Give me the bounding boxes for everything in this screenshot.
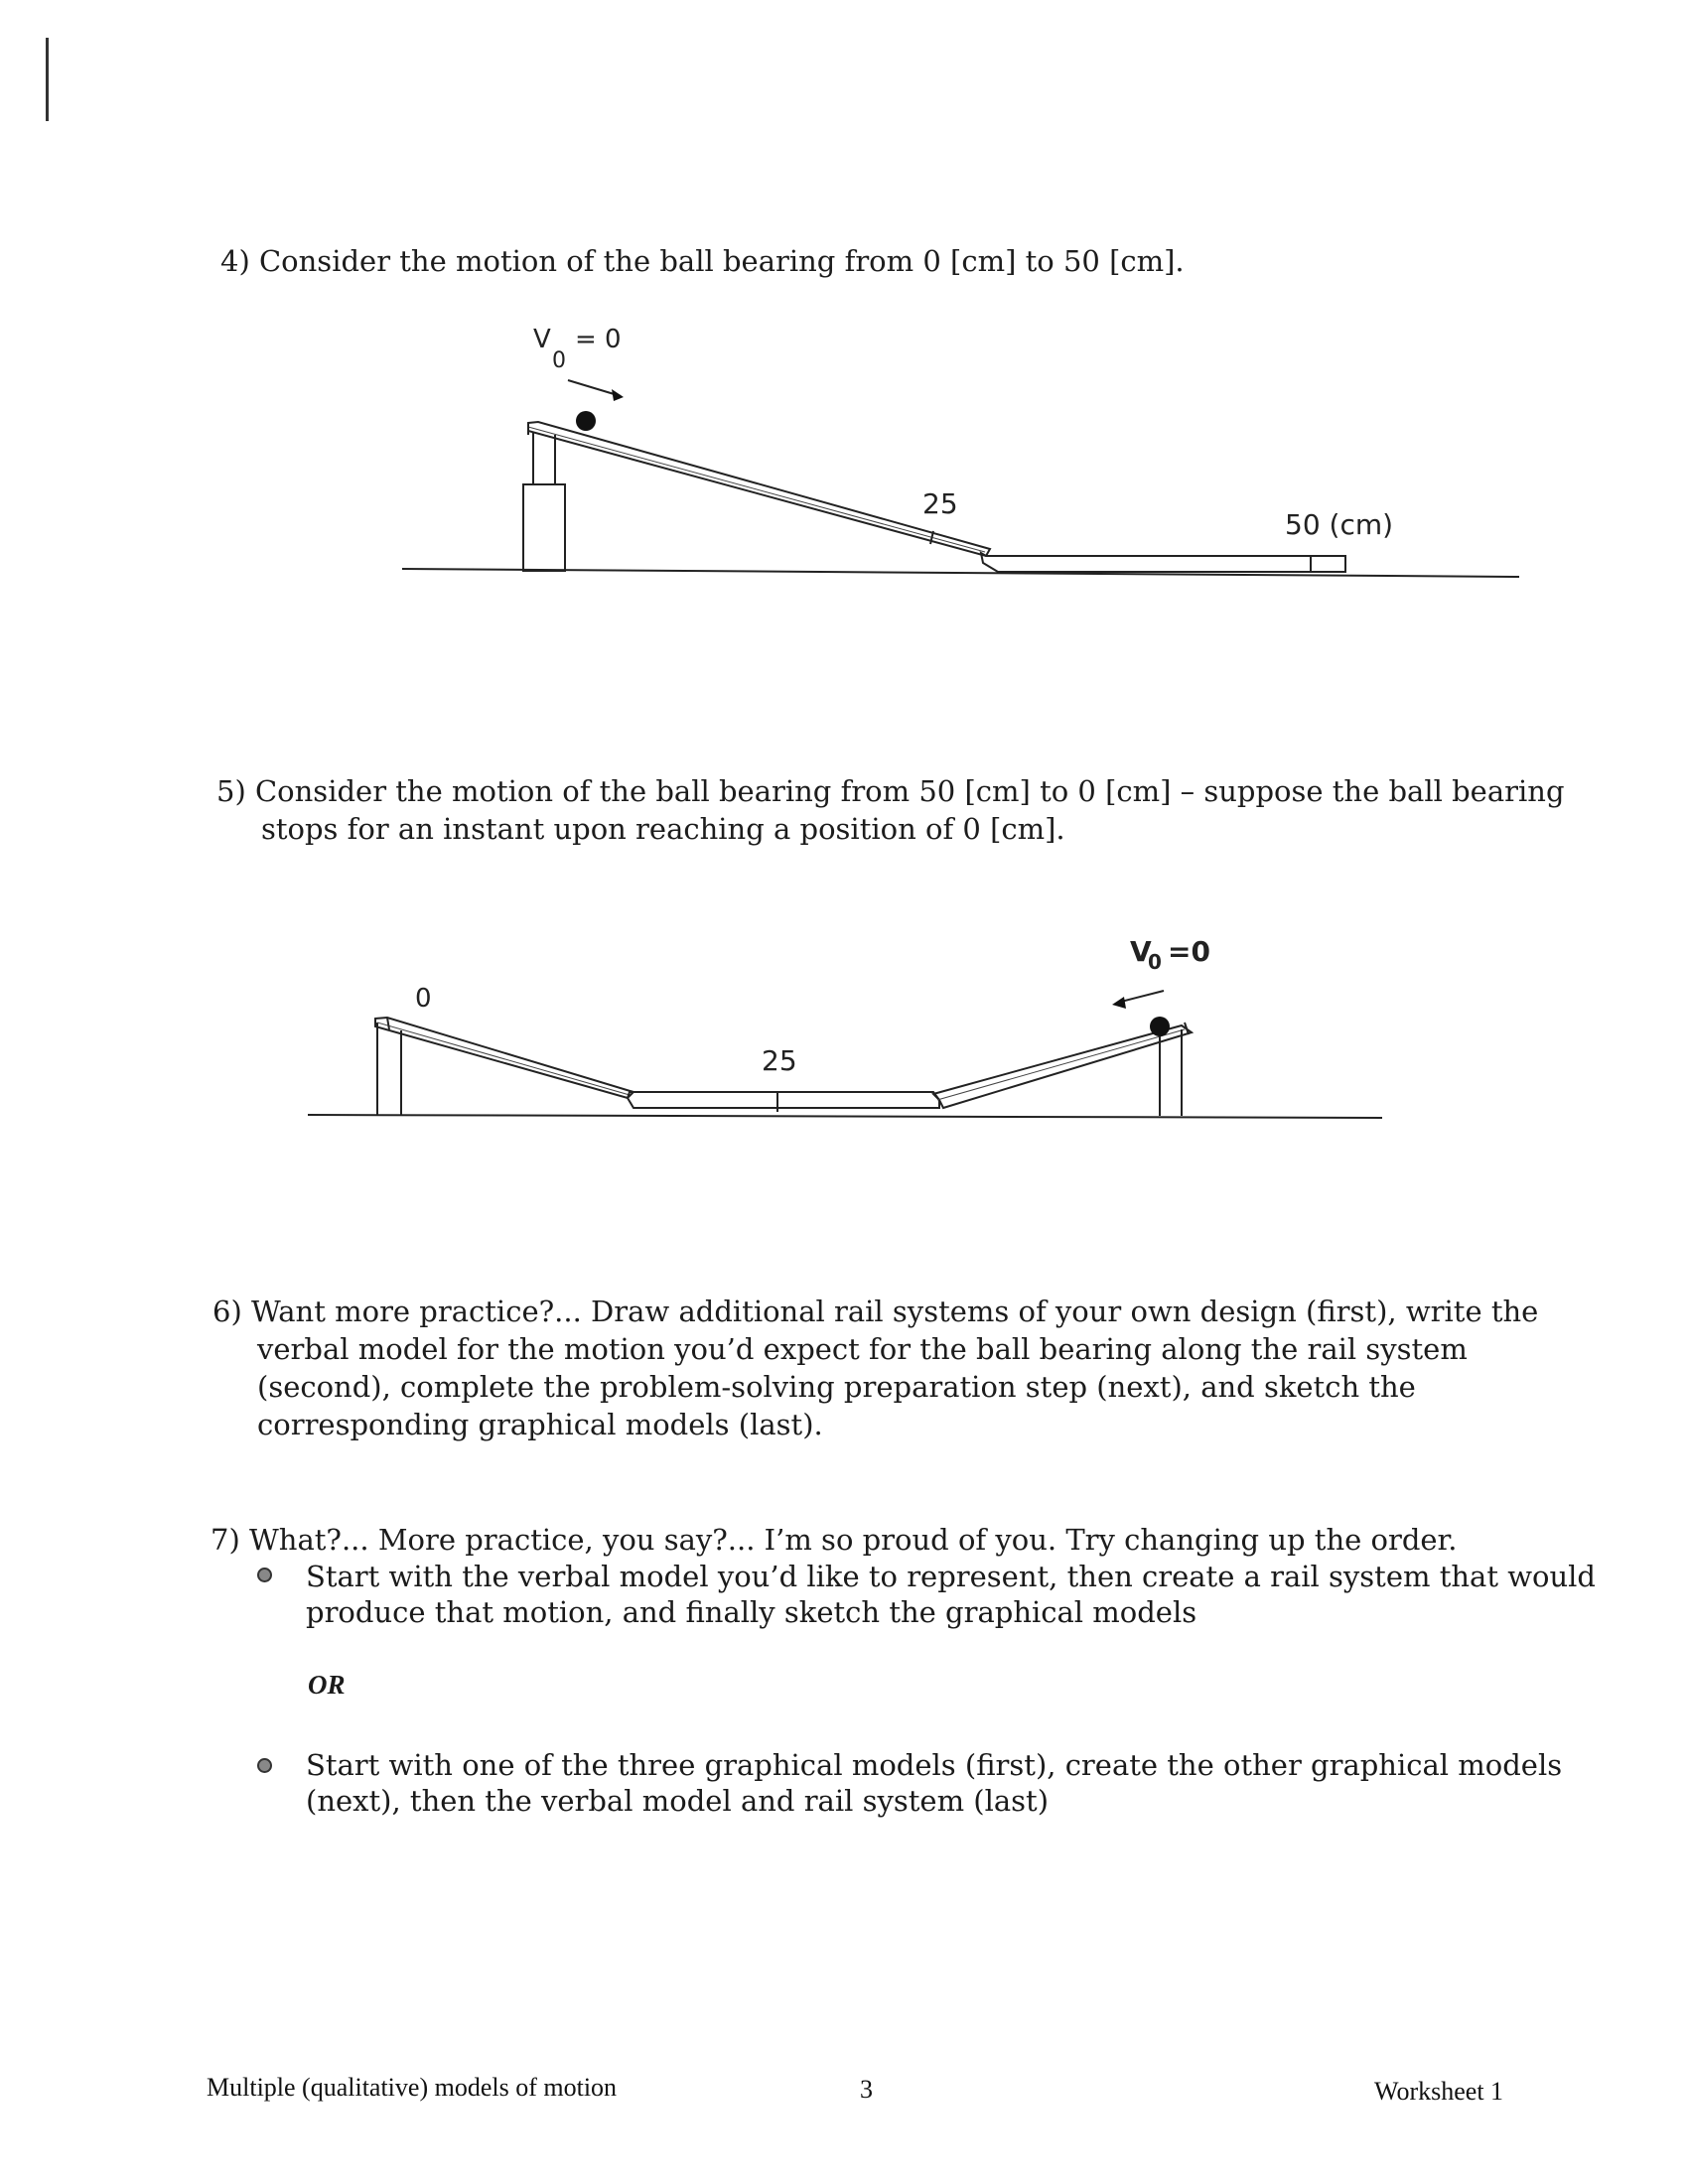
bullet-text-line2: produce that motion, and finally sketch the graphical models	[306, 1595, 1197, 1629]
question-text: What?... More practice, you say?... I’m so proud of you. Try changing up the order.	[248, 1523, 1458, 1557]
ball-bearing	[1150, 1017, 1170, 1036]
rail-diagram-2	[298, 923, 1410, 1152]
bullet-text: Start with one of the three graphical models (first), create the other graphical models	[306, 1748, 1563, 1782]
question-text: Consider the motion of the ball bearing from 50 [cm] to 0 [cm] – suppose the ball bearing	[254, 774, 1565, 808]
velocity-subscript: 0	[552, 348, 566, 373]
footer-right: Worksheet 1	[1374, 2077, 1504, 2106]
velocity-label: V	[1130, 935, 1152, 968]
velocity-value: = 0	[575, 325, 622, 354]
question-number: 6)	[212, 1295, 242, 1328]
bullet-icon	[257, 1758, 272, 1773]
bullet-text-line2: (next), then the verbal model and rail system (last)	[306, 1784, 1050, 1818]
question-text-line4: corresponding graphical models (last).	[257, 1408, 823, 1441]
bullet-item-1	[306, 1559, 1596, 1630]
page-number: 3	[860, 2075, 873, 2104]
mark-0: 0	[415, 984, 432, 1014]
velocity-label: V	[533, 325, 551, 354]
mark-25: 25	[922, 487, 958, 520]
bullet-item-2	[306, 1747, 1562, 1819]
mark-25: 25	[762, 1044, 797, 1077]
question-number: 7)	[211, 1523, 240, 1557]
question-4	[220, 242, 1185, 280]
ball-bearing	[576, 411, 596, 431]
question-text: Consider the motion of the ball bearing from 0 [cm] to 50 [cm].	[258, 244, 1185, 278]
margin-mark	[46, 38, 49, 121]
question-number: 5)	[216, 774, 246, 808]
or-label: OR	[308, 1670, 346, 1700]
bullet-icon	[257, 1568, 272, 1582]
question-text-line2: verbal model for the motion you’d expect for the ball bearing along the rail system	[257, 1332, 1468, 1366]
question-5	[216, 772, 1565, 848]
footer-left: Multiple (qualitative) models of motion	[207, 2073, 618, 2102]
question-6	[212, 1293, 1538, 1443]
question-7	[211, 1521, 1457, 1559]
question-text-line3: (second), complete the problem-solving preparation step (next), and sketch the	[257, 1370, 1416, 1404]
question-text-line2: stops for an instant upon reaching a position of 0 [cm].	[261, 812, 1065, 846]
mark-50: 50 (cm)	[1285, 508, 1394, 541]
question-number: 4)	[220, 244, 250, 278]
velocity-value: =0	[1168, 935, 1210, 968]
velocity-subscript: 0	[1148, 950, 1162, 974]
question-text: Want more practice?... Draw additional rail systems of your own design (first), write the	[250, 1295, 1539, 1328]
rail-diagram-1	[377, 318, 1529, 596]
support-block	[523, 484, 565, 571]
bullet-text: Start with the verbal model you’d like to represent, then create a rail system that would	[306, 1560, 1596, 1593]
